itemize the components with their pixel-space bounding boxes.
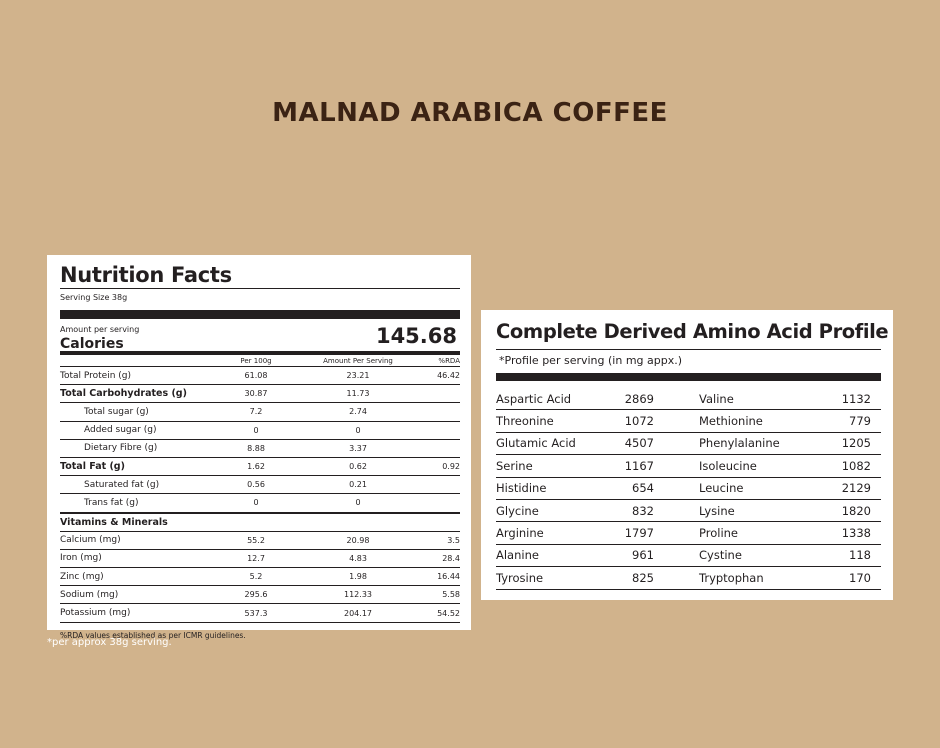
rda-footnote: %RDA values established as per ICMR guidelines. <box>60 630 246 640</box>
rda-value: 46.42 <box>437 371 460 381</box>
table-row <box>496 500 881 522</box>
amino-acid-name: Alanine <box>496 548 539 563</box>
amino-acid-name: Lysine <box>699 503 735 518</box>
amino-acid-value: 2869 <box>624 391 654 406</box>
nutrition-facts-heading: Nutrition Facts <box>60 263 232 287</box>
amino-acid-name: Aspartic Acid <box>496 391 572 406</box>
nutrient-name: Trans fat (g) <box>84 497 139 508</box>
amino-acid-value: 1072 <box>624 414 654 429</box>
table-row <box>496 545 881 567</box>
divider <box>60 310 460 319</box>
nutrient-name: Iron (mg) <box>60 553 102 564</box>
nutrient-name: Total Carbohydrates (g) <box>60 388 187 400</box>
amino-acid-name: Tyrosine <box>496 570 544 585</box>
serving-note: *per approx 38g serving. <box>47 637 172 648</box>
amount-value: 4.83 <box>349 553 367 563</box>
amino-acid-value: 1797 <box>624 526 654 541</box>
rda-value: 16.44 <box>437 572 460 582</box>
amino-acid-value: 1205 <box>841 436 871 451</box>
amino-acid-name: Histidine <box>496 481 547 496</box>
amount-per-serving-label: Amount per serving <box>60 325 140 334</box>
column-header-amount: Amount Per Serving <box>323 356 393 365</box>
amino-acid-value: 118 <box>849 548 871 563</box>
table-row <box>60 494 460 513</box>
nutrient-name: Zinc (mg) <box>60 571 104 582</box>
table-row <box>60 440 460 458</box>
nutrient-name: Sodium (mg) <box>60 589 119 600</box>
nutrient-name: Total Fat (g) <box>60 461 125 473</box>
serving-size: Serving Size 38g <box>60 293 128 302</box>
amount-value: 204.17 <box>344 608 372 618</box>
amino-acid-name: Glutamic Acid <box>496 436 576 451</box>
amount-value: 23.21 <box>346 371 370 381</box>
amount-value: 1.98 <box>349 572 367 582</box>
table-row <box>496 522 881 544</box>
nutrient-name: Calcium (mg) <box>60 535 121 546</box>
amino-acid-value: 825 <box>632 570 654 585</box>
per100-value: 1.62 <box>247 462 265 472</box>
rda-value: 5.58 <box>442 590 460 600</box>
amino-acid-value: 4507 <box>624 436 654 451</box>
per100-value: 0.56 <box>247 480 265 490</box>
calories-label: Calories <box>60 336 124 352</box>
amount-value: 11.73 <box>346 389 370 399</box>
amino-acid-panel <box>481 310 893 600</box>
amino-acid-name: Glycine <box>496 503 539 518</box>
table-row <box>60 367 460 385</box>
amino-acid-heading: Complete Derived Amino Acid Profile <box>496 320 889 343</box>
amount-value: 0 <box>355 425 361 435</box>
per100-value: 295.6 <box>244 590 268 600</box>
page-title: MALNAD ARABICA COFFEE <box>272 98 668 128</box>
amino-acid-name: Phenylalanine <box>699 436 780 451</box>
per100-value: 0 <box>253 425 259 435</box>
amino-acid-name: Leucine <box>699 481 744 496</box>
amino-acid-value: 2129 <box>841 481 871 496</box>
nutrient-name: Total Protein (g) <box>60 370 132 381</box>
nutrient-name: Added sugar (g) <box>84 425 157 436</box>
table-row <box>60 476 460 494</box>
amount-value: 2.74 <box>349 407 367 417</box>
nutrient-name: Total sugar (g) <box>84 406 149 417</box>
amino-acid-value: 779 <box>849 414 871 429</box>
per100-value: 5.2 <box>249 572 263 582</box>
amino-acid-name: Serine <box>496 458 533 473</box>
amino-acid-table <box>496 381 881 590</box>
calories-value: 145.68 <box>375 324 457 348</box>
per100-value: 0 <box>253 498 259 508</box>
table-row <box>496 410 881 432</box>
nutrition-table-header <box>60 355 460 367</box>
amount-value: 3.37 <box>349 443 367 453</box>
section-label-vitamins-minerals: Vitamins & Minerals <box>60 516 168 528</box>
amount-value: 112.33 <box>344 590 372 600</box>
amino-acid-value: 1132 <box>841 391 871 406</box>
per100-value: 8.88 <box>247 443 265 453</box>
divider <box>496 373 881 381</box>
table-row <box>60 550 460 568</box>
nutrition-facts-panel <box>47 255 471 640</box>
amount-value: 20.98 <box>346 535 370 545</box>
rda-value: 3.5 <box>447 535 460 545</box>
amino-acid-name: Cystine <box>699 548 742 563</box>
amount-value: 0.21 <box>349 480 367 490</box>
column-header-rda: %RDA <box>438 356 460 365</box>
table-row <box>60 403 460 421</box>
rda-value: 28.4 <box>442 553 460 563</box>
rda-value: 54.52 <box>437 608 460 618</box>
amino-acid-subheading: *Profile per serving (in mg appx.) <box>496 349 881 373</box>
table-row <box>60 514 460 532</box>
table-row <box>60 458 460 476</box>
table-row <box>60 422 460 440</box>
amount-value: 0.62 <box>349 462 367 472</box>
table-row <box>496 567 881 589</box>
amino-acid-name: Threonine <box>496 414 554 429</box>
table-row <box>496 433 881 455</box>
per100-value: 61.08 <box>244 371 268 381</box>
per100-value: 537.3 <box>244 608 268 618</box>
amino-acid-name: Methionine <box>699 414 763 429</box>
table-row <box>60 532 460 550</box>
table-row <box>496 388 881 410</box>
amount-value: 0 <box>355 498 361 508</box>
table-row <box>60 568 460 586</box>
table-row <box>60 586 460 604</box>
amino-acid-value: 832 <box>632 503 654 518</box>
amino-acid-name: Arginine <box>496 526 544 541</box>
per100-value: 30.87 <box>244 389 268 399</box>
nutrient-name: Dietary Fibre (g) <box>84 443 158 454</box>
amino-acid-name: Proline <box>699 526 738 541</box>
per100-value: 55.2 <box>247 535 265 545</box>
calories-row <box>60 319 460 351</box>
amino-acid-value: 961 <box>632 548 654 563</box>
per100-value: 7.2 <box>249 407 263 417</box>
table-row <box>60 604 460 622</box>
amino-acid-name: Valine <box>699 391 734 406</box>
amino-acid-value: 654 <box>632 481 654 496</box>
amino-acid-value: 1082 <box>841 458 871 473</box>
amino-acid-value: 1338 <box>841 526 871 541</box>
amino-acid-value: 170 <box>849 570 871 585</box>
column-header-per100: Per 100g <box>240 356 272 365</box>
table-row <box>496 455 881 477</box>
amino-acid-name: Isoleucine <box>699 458 757 473</box>
per100-value: 12.7 <box>247 553 265 563</box>
rda-value: 0.92 <box>442 462 460 472</box>
amino-acid-value: 1820 <box>841 503 871 518</box>
amino-acid-name: Tryptophan <box>699 570 764 585</box>
nutrient-name: Saturated fat (g) <box>84 479 160 490</box>
nutrient-name: Potassium (mg) <box>60 608 131 619</box>
table-row <box>496 478 881 500</box>
table-row <box>60 385 460 403</box>
amino-acid-value: 1167 <box>624 458 654 473</box>
